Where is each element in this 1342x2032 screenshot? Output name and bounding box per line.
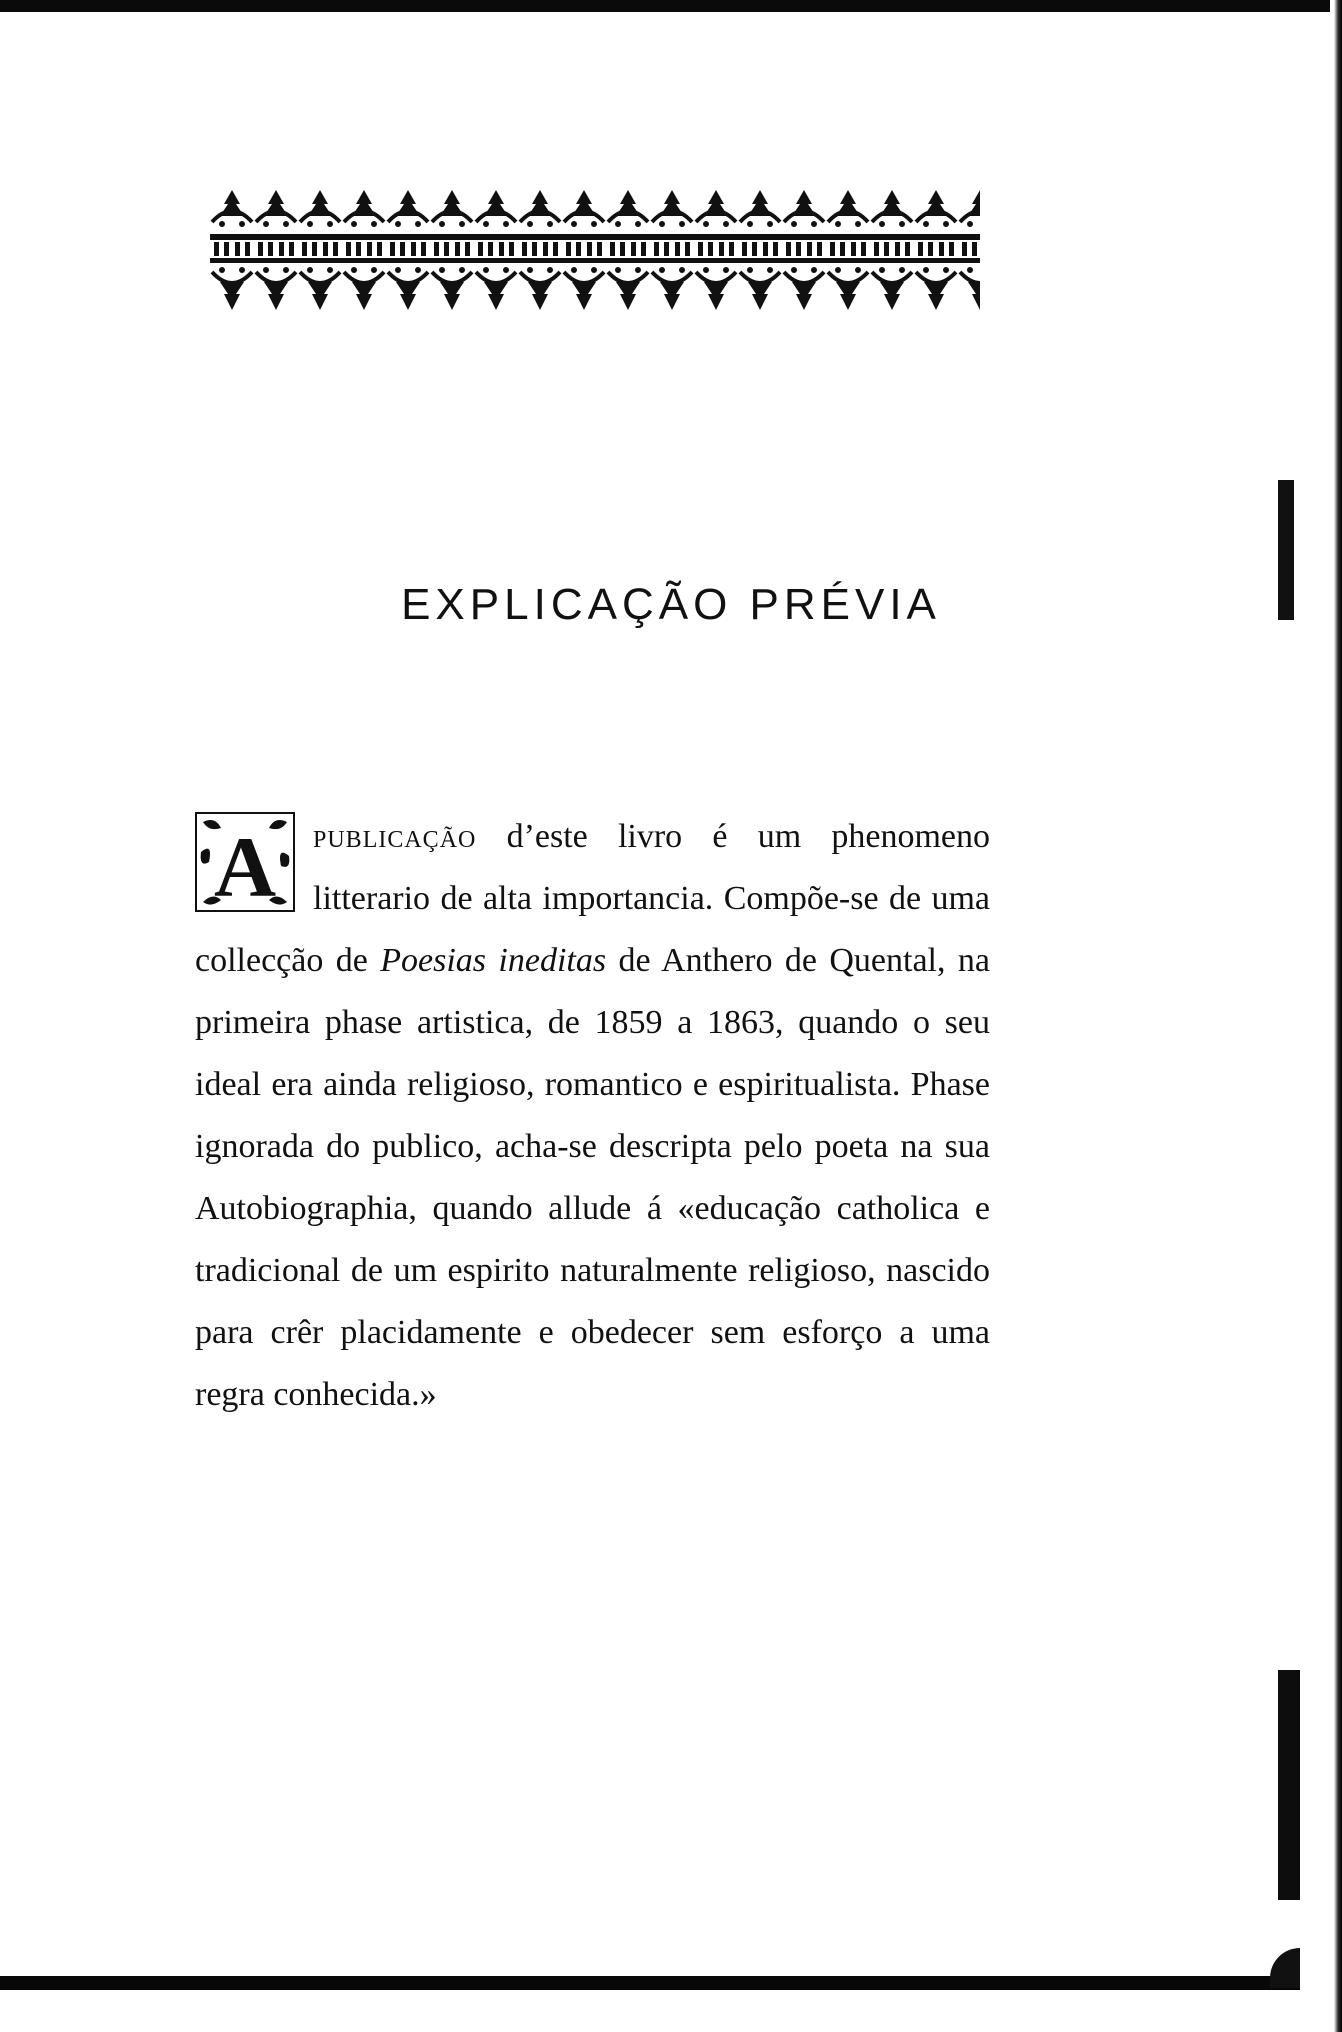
svg-text:A: A <box>213 819 277 912</box>
scan-edge-mark <box>1278 1670 1300 1900</box>
scan-edge-right <box>1334 0 1342 2032</box>
italic-title: Poesias ineditas <box>380 942 607 979</box>
lead-word: publicação <box>313 818 477 855</box>
body-paragraph <box>195 806 990 1426</box>
scan-edge-top <box>0 0 1330 12</box>
page-title: EXPLICAÇÃO PRÉVIA <box>401 580 941 629</box>
scan-edge-bottom <box>0 1976 1300 1990</box>
text-segment: d’este livro é um phenomeno litterario de alta importancia. Compõe-se de uma collecção de <box>195 818 990 979</box>
text-segment: de Anthero de Quental, na primeira phase artistica, de 1859 a 1863, quando o seu ideal era ainda religioso, romantico e espiritualista. Phase ignorada do publico, acha-se descripta pelo poeta na sua Autobiographia, quando allude á «educação catholica e tradicional de um espirito naturalmente religioso, nascido para crêr placidamente e obedecer sem esforço a uma regra conhecida.» <box>195 942 990 1413</box>
scan-edge-mark <box>1270 1948 1300 1988</box>
illuminated-initial-icon <box>195 812 295 912</box>
gothic-fleur-band-icon <box>210 182 980 314</box>
